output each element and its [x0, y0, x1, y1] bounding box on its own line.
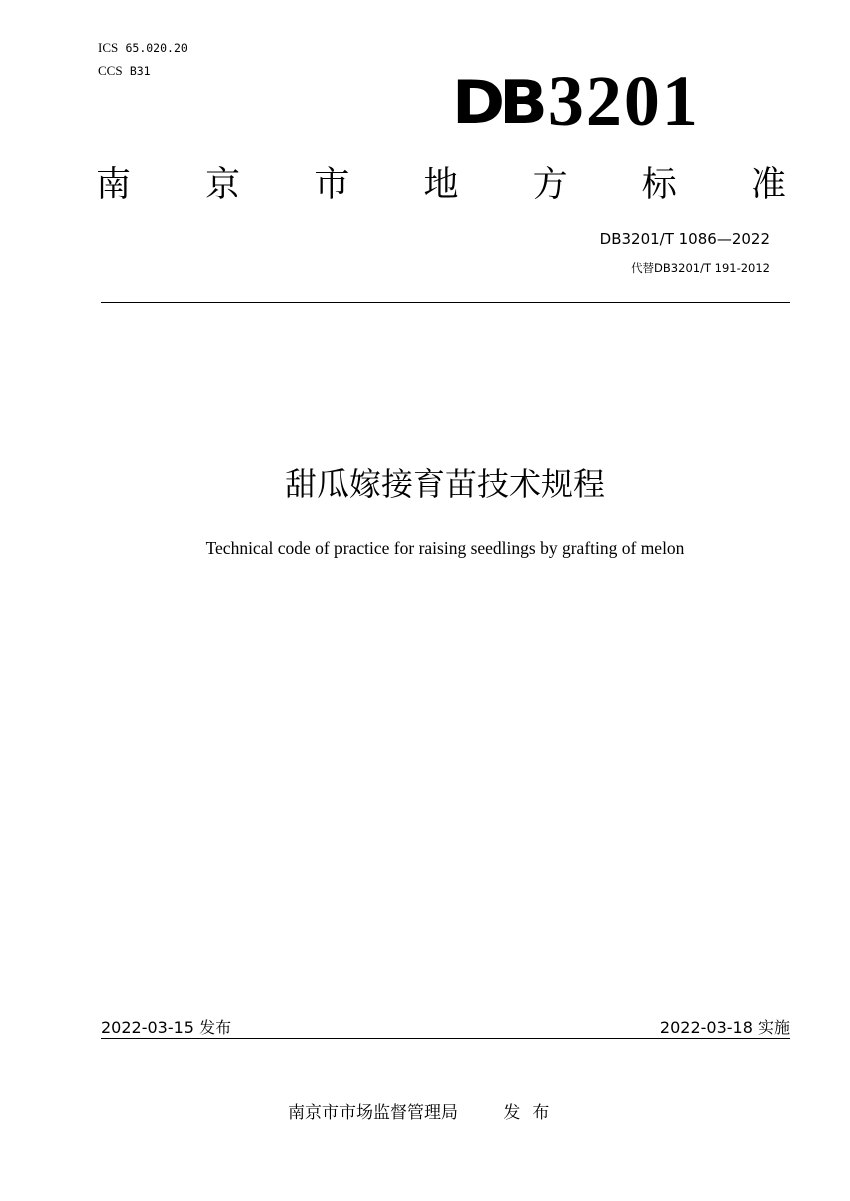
standard-type-char: 京 — [205, 165, 241, 205]
standard-type-heading — [96, 162, 786, 208]
bottom-divider — [101, 1038, 790, 1039]
standard-type-char: 市 — [314, 165, 350, 205]
issuer-line — [288, 1098, 561, 1123]
ccs-value: B31 — [129, 64, 151, 78]
ccs-line — [98, 63, 151, 79]
ccs-label: CCS — [98, 63, 123, 78]
issue-date: 2022-03-15 发布 — [101, 1018, 232, 1037]
standard-type-char: 标 — [641, 165, 677, 205]
standard-type-char: 南 — [96, 165, 132, 205]
ics-label: ICS — [98, 40, 119, 55]
title-english: Technical code of practice for raising seedlings by grafting of melon — [205, 538, 685, 558]
standard-logo — [452, 61, 700, 141]
top-divider — [101, 302, 790, 303]
implementation-date: 2022-03-18 实施 — [659, 1018, 790, 1037]
standard-type-char: 方 — [532, 165, 568, 205]
issuer-action: 发布 — [503, 1103, 562, 1123]
replaces-standard: 代替DB3201/T 191-2012 — [631, 261, 770, 275]
issuer-name: 南京市市场监督管理局 — [288, 1103, 458, 1123]
standard-number: DB3201/T 1086—2022 — [599, 230, 770, 248]
ics-value: 65.020.20 — [125, 41, 188, 55]
standard-type-char: 准 — [750, 165, 786, 205]
logo-prefix: DB — [452, 69, 542, 138]
ics-line — [98, 40, 188, 56]
title-chinese: 甜瓜嫁接育苗技术规程 — [284, 465, 605, 503]
logo-number: 3201 — [547, 61, 700, 141]
standard-type-char: 地 — [423, 165, 459, 205]
